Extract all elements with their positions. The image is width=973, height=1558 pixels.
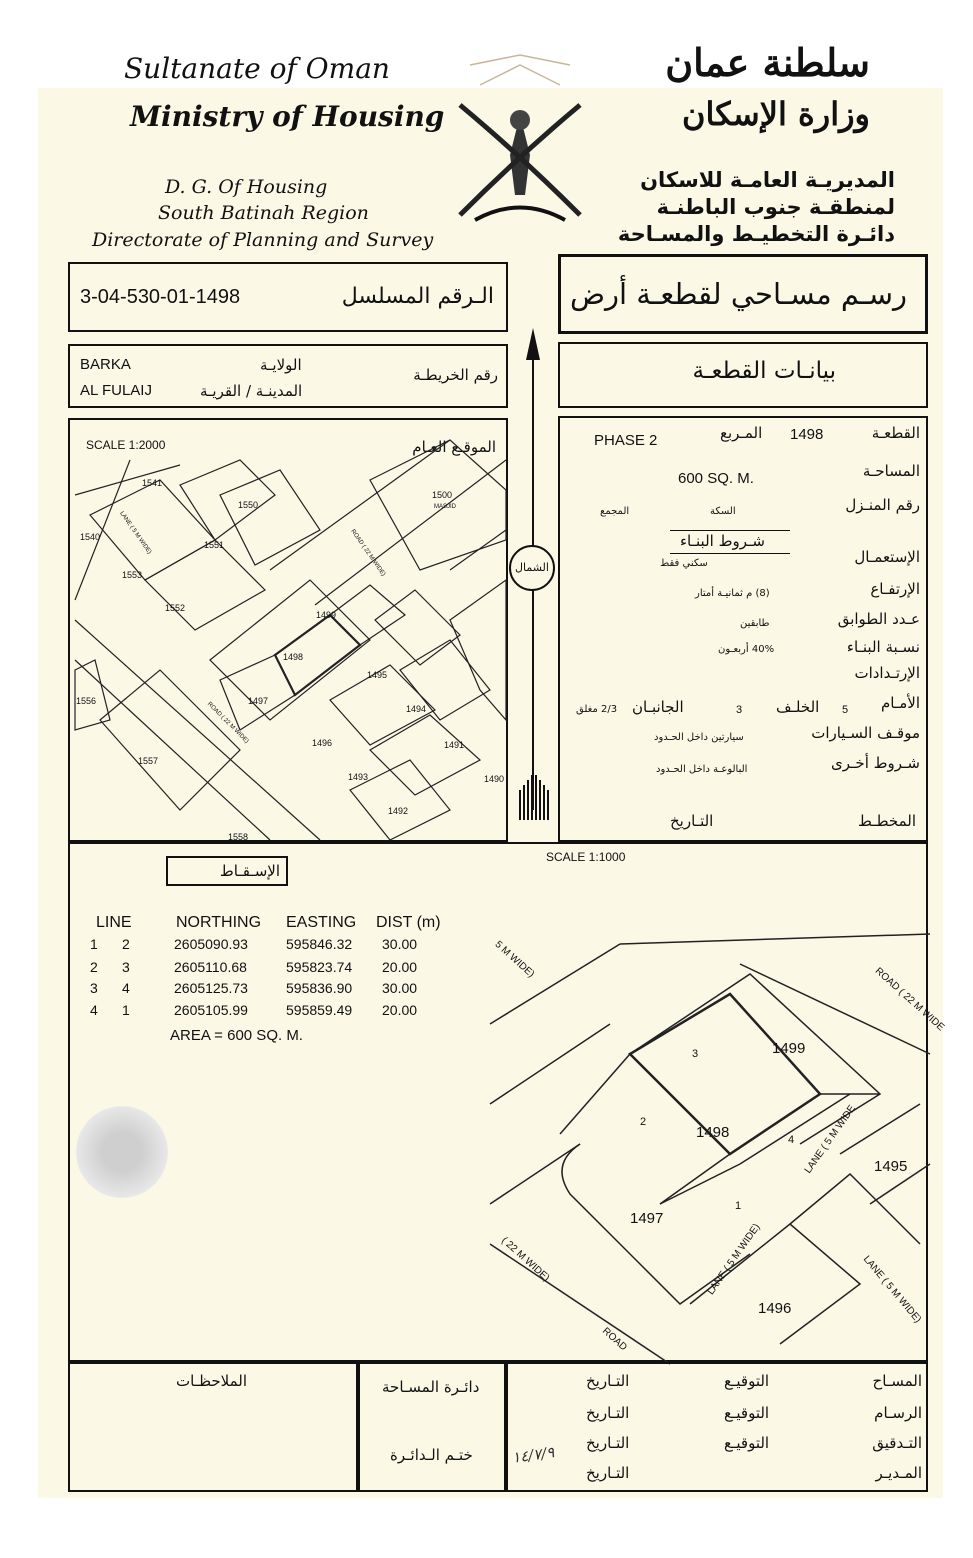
row-to: 4 (122, 980, 130, 996)
row-northing: 2605110.68 (174, 959, 247, 975)
parking-label: موقـف السـيارات (811, 724, 920, 742)
date-label: التـاريخ (586, 1464, 630, 1482)
detail-plot-1498: 1498 (696, 1124, 730, 1141)
complex-label: المجمع (600, 506, 630, 517)
row-to: 2 (122, 936, 130, 952)
row-dist: 20.00 (382, 959, 418, 975)
header-ar-directorate: دائـرة التخطيـط والمسـاحة (617, 222, 895, 246)
site-plot-1495: 1495 (367, 670, 388, 680)
oman-emblem-icon (440, 45, 600, 240)
other-conditions-value: البالوعـة داخل الحـدود (656, 764, 748, 775)
back-label: الخلـف (776, 698, 820, 716)
signatures-box (506, 1362, 928, 1492)
general-site-label: الموقـع العـام (412, 438, 496, 456)
detail-road-bottom-left-label: ( 22 M WIDE) (499, 1235, 552, 1284)
use-label: الإستعمـال (854, 548, 920, 566)
town-label: المدينـة / القريـة (200, 382, 303, 400)
header-en-country: Sultanate of Oman (124, 52, 390, 85)
row-easting: 595859.49 (286, 1002, 353, 1018)
row-from: 2 (90, 959, 98, 975)
site-plot-1491: 1491 (444, 740, 465, 750)
draftsman-label: الرسـام (874, 1404, 922, 1422)
site-plot-1490: 1490 (484, 774, 505, 784)
wilaya-value: BARKA (80, 356, 131, 373)
remarks-label: الملاحظـات (176, 1372, 248, 1390)
row-easting: 595823.74 (286, 959, 353, 975)
projection-title: الإسـقـاط (219, 862, 280, 880)
sikka-label: السكة (710, 506, 736, 517)
site-plot-1541: 1541 (142, 478, 163, 488)
checker-label: التـدقيق (872, 1434, 922, 1452)
back-value: 3 (736, 704, 743, 716)
row-northing: 2605105.99 (174, 1002, 248, 1018)
general-site-scale: SCALE 1:2000 (86, 438, 166, 452)
site-plot-1557: 1557 (138, 756, 159, 766)
serial-box (68, 262, 508, 332)
handwritten-date: ١٤/٧/٩ (510, 1443, 556, 1467)
header-ar-ministry: وزارة الإسكان (681, 95, 870, 133)
sheet-title: رسـم مسـاحي لقطعـة أرض (569, 277, 907, 311)
site-plot-1551: 1551 (204, 540, 225, 550)
header-en-directorate: Directorate of Planning and Survey (92, 229, 434, 251)
site-road-label-2: ROAD ( 22 M WIDE) (205, 701, 250, 745)
plot-date-label: التـاريخ (670, 812, 714, 830)
plot-details-box (558, 416, 928, 842)
projection-box (68, 842, 947, 1362)
detail-plot-1495: 1495 (874, 1158, 908, 1175)
header-en-dg: D. G. Of Housing (165, 176, 328, 198)
site-plot-1494: 1494 (406, 704, 427, 714)
parking-value: سيارتين داخل الحـدود (654, 732, 744, 743)
wilaya-label: الولايـة (260, 356, 302, 374)
row-to: 1 (122, 1002, 130, 1018)
north-label: الشمال (509, 545, 555, 591)
setbacks-label: الإرتـدادات (854, 664, 920, 682)
sides-label: الجانبـان (632, 698, 684, 716)
coord-header-easting: EASTING (286, 914, 357, 931)
date-label: التـاريخ (586, 1434, 630, 1452)
use-value: سكني فقط (660, 558, 708, 569)
site-plot-1556: 1556 (76, 696, 97, 706)
phase: PHASE 2 (594, 432, 658, 449)
site-plot-1540: 1540 (80, 532, 101, 542)
detail-lane-bottom-right-label: LANE ( 5 M WIDE) (860, 1253, 924, 1326)
projection-area: AREA = 600 SQ. M. (170, 1027, 303, 1044)
header-en-ministry: Ministry of Housing (130, 100, 445, 133)
location-box (68, 344, 508, 408)
site-plot-1550: 1550 (238, 500, 259, 510)
corner-2: 2 (640, 1116, 647, 1128)
row-from: 4 (90, 1002, 98, 1018)
row-northing: 2605125.73 (174, 980, 248, 996)
signature-label: التوقيـع (724, 1434, 770, 1452)
row-dist: 20.00 (382, 1002, 418, 1018)
planner-label: المخطـط (857, 812, 916, 830)
plot-number: 1498 (790, 426, 824, 443)
detail-wide-label: 5 M WIDE) (492, 939, 537, 980)
map-number-label: رقم الخريطـة (413, 366, 498, 384)
height-label: الإرتفـاع (870, 580, 920, 598)
header-ar-country: سلطنة عمان (665, 40, 870, 85)
date-label: التـاريخ (586, 1372, 630, 1390)
height-value: (8) م ثمانيـة أمتار (695, 588, 770, 599)
ratio-label: نسـبة البنـاء (846, 638, 920, 656)
floors-value: طابقين (740, 618, 770, 629)
plot-data-title-box (558, 342, 928, 408)
detail-plot-1496: 1496 (758, 1300, 792, 1317)
area-label: المساحـة (862, 462, 920, 480)
detail-lane-bottom-label: LANE ( 5 M WIDE) (705, 1221, 763, 1298)
serial-label: الـرقم المسلسل (341, 284, 494, 309)
site-plot-1497: 1497 (248, 696, 269, 706)
row-easting: 595836.90 (286, 980, 353, 996)
site-plot-1492: 1492 (388, 806, 409, 816)
row-dist: 30.00 (382, 980, 418, 996)
row-to: 3 (122, 959, 130, 975)
other-conditions-label: شـروط أخـرى (831, 754, 920, 772)
site-plot-1493: 1493 (348, 772, 369, 782)
signature-label: التوقيـع (724, 1372, 770, 1390)
site-road-label: ROAD ( 22 M WIDE) (349, 528, 387, 578)
header-ar-region: لمنطقـة جنوب الباطنـة (656, 195, 895, 219)
town-value: AL FULAIJ (80, 382, 152, 399)
sheet-title-box (558, 254, 928, 334)
site-plot-1552: 1552 (165, 603, 186, 613)
row-northing: 2605090.93 (174, 936, 248, 952)
general-site-map (70, 420, 506, 840)
detail-road-bottom-label: ROAD (600, 1325, 629, 1354)
corner-1: 1 (735, 1200, 742, 1212)
corner-3: 3 (692, 1048, 699, 1060)
header-ar-dg: المديريـة العامـة للاسكان (640, 168, 895, 192)
row-from: 1 (90, 936, 98, 952)
serial-number: 3-04-530-01-1498 (80, 286, 241, 308)
house-number-label: رقم المنـزل (845, 496, 920, 514)
general-site-box (68, 418, 508, 842)
sides-value: 2/3 مغلق (576, 704, 618, 715)
site-masjid: MASJID (434, 504, 457, 510)
floors-label: عـدد الطوابق (837, 610, 920, 628)
date-label: التـاريخ (586, 1404, 630, 1422)
site-plot-1553: 1553 (122, 570, 143, 580)
detail-lane-label: LANE ( 5 M WIDE (802, 1103, 858, 1176)
site-plot-1500: 1500 (432, 490, 453, 500)
projection-title-box (166, 856, 288, 886)
front-label: الأمـام (880, 694, 920, 712)
site-plot-1499: 1499 (316, 610, 337, 620)
front-value: 5 (842, 704, 849, 716)
detail-plot-1499: 1499 (772, 1040, 806, 1057)
row-dist: 30.00 (382, 936, 418, 952)
corner-4: 4 (788, 1134, 795, 1146)
conditions-title: شـروط البنـاء (680, 532, 765, 550)
coord-header-northing: NORTHING (176, 914, 262, 931)
official-seal-icon (76, 1106, 168, 1198)
survey-dept-box (358, 1362, 506, 1492)
site-plot-1496: 1496 (312, 738, 333, 748)
coord-header-line: LINE (96, 914, 132, 931)
signature-label: التوقيـع (724, 1404, 770, 1422)
plot-data-title: بيانـات القطعـة (692, 358, 836, 384)
site-plot-1498: 1498 (283, 652, 304, 662)
site-lane-label: LANE ( 5 M WIDE) (118, 510, 153, 556)
square-label: المـربع (720, 424, 763, 442)
detail-plot-1497: 1497 (630, 1210, 664, 1227)
detail-road-label: ROAD ( 22 M WIDE (872, 965, 947, 1034)
site-plot-1558: 1558 (228, 832, 249, 842)
survey-dept-label: دائـرة المسـاحة (382, 1378, 480, 1396)
area-value: 600 SQ. M. (678, 470, 754, 487)
plot-label: القطعـة (871, 424, 920, 442)
surveyor-label: المسـاح (872, 1372, 922, 1390)
coord-header-dist: DIST (m) (376, 914, 441, 931)
ratio-value: 40% أربعـون (718, 644, 775, 655)
header-en-region: South Batinah Region (158, 202, 369, 224)
remarks-box (68, 1362, 358, 1492)
conditions-title-frame (670, 530, 790, 554)
dept-seal-label: ختـم الـدائـرة (390, 1446, 473, 1464)
director-label: المـديـر (875, 1464, 922, 1482)
row-from: 3 (90, 980, 98, 996)
row-easting: 595846.32 (286, 936, 353, 952)
projection-scale: SCALE 1:1000 (546, 850, 626, 864)
